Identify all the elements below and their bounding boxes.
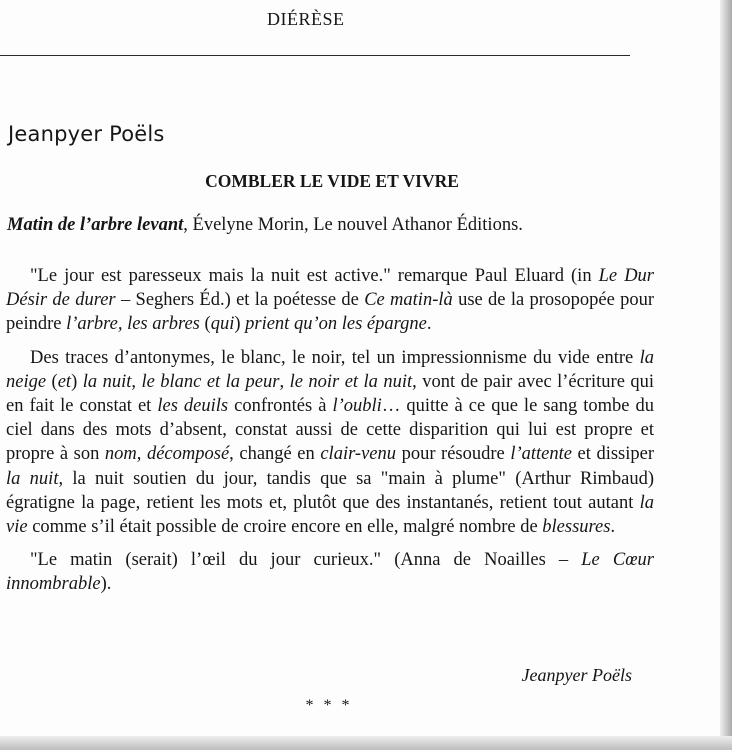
review-body [6, 264, 654, 606]
section-separator: * * * [305, 697, 353, 714]
page-bottom-shadow [0, 736, 732, 750]
paragraph-2: Des traces d’antonymes, le blanc, le noir, tel un impressionnisme du vide entre la neige (et) la nuit, le blanc et la peur, le noir et la nuit, vont de pair avec l’écriture qui en fait le constat et les deuils confrontés à l’oubli… quitte à ce que le sang tombe du ciel dans des mots d’absent, constat aussi de cette disparition qui lui est propre et propre à son nom, décomposé, changé en clair-venu pour résoudre l’attente et dissiper la nuit, la nuit soutien du jour, tandis que sa "main à plume" (Arthur Rimbaud) égratigne la page, retient les mots et, plutôt que des instantanés, retient tout autant la vie comme s’il était possible de croire encore en elle, malgré nombre de blessures. [6, 347, 655, 538]
author-name: Jeanpyer Poëls [8, 122, 165, 146]
signature: Jeanpyer Poëls [521, 665, 632, 685]
book-details: , Évelyne Morin, Le nouvel Athanor Éditions. [183, 215, 523, 235]
book-reference [7, 215, 523, 236]
book-title: Matin de l’arbre levant [7, 215, 184, 235]
paragraph-3: "Le matin (serait) l’œil du jour curieux." (Anna de Noailles – Le Cœur innombrable). [6, 550, 654, 595]
running-head: DIÉRÈSE [267, 9, 345, 29]
page-edge-shadow [720, 0, 732, 750]
header-rule [0, 55, 630, 56]
article-title: COMBLER LE VIDE ET VIVRE [205, 171, 459, 191]
paragraph-1: "Le jour est paresseux mais la nuit est active." remarque Paul Eluard (in Le Dur Désir de durer – Seghers Éd.) et la poétesse de Ce matin-là use de la prosopopée pour peindre l’arbre, les arbres (qui) prient qu’on les épargne. [6, 266, 655, 335]
